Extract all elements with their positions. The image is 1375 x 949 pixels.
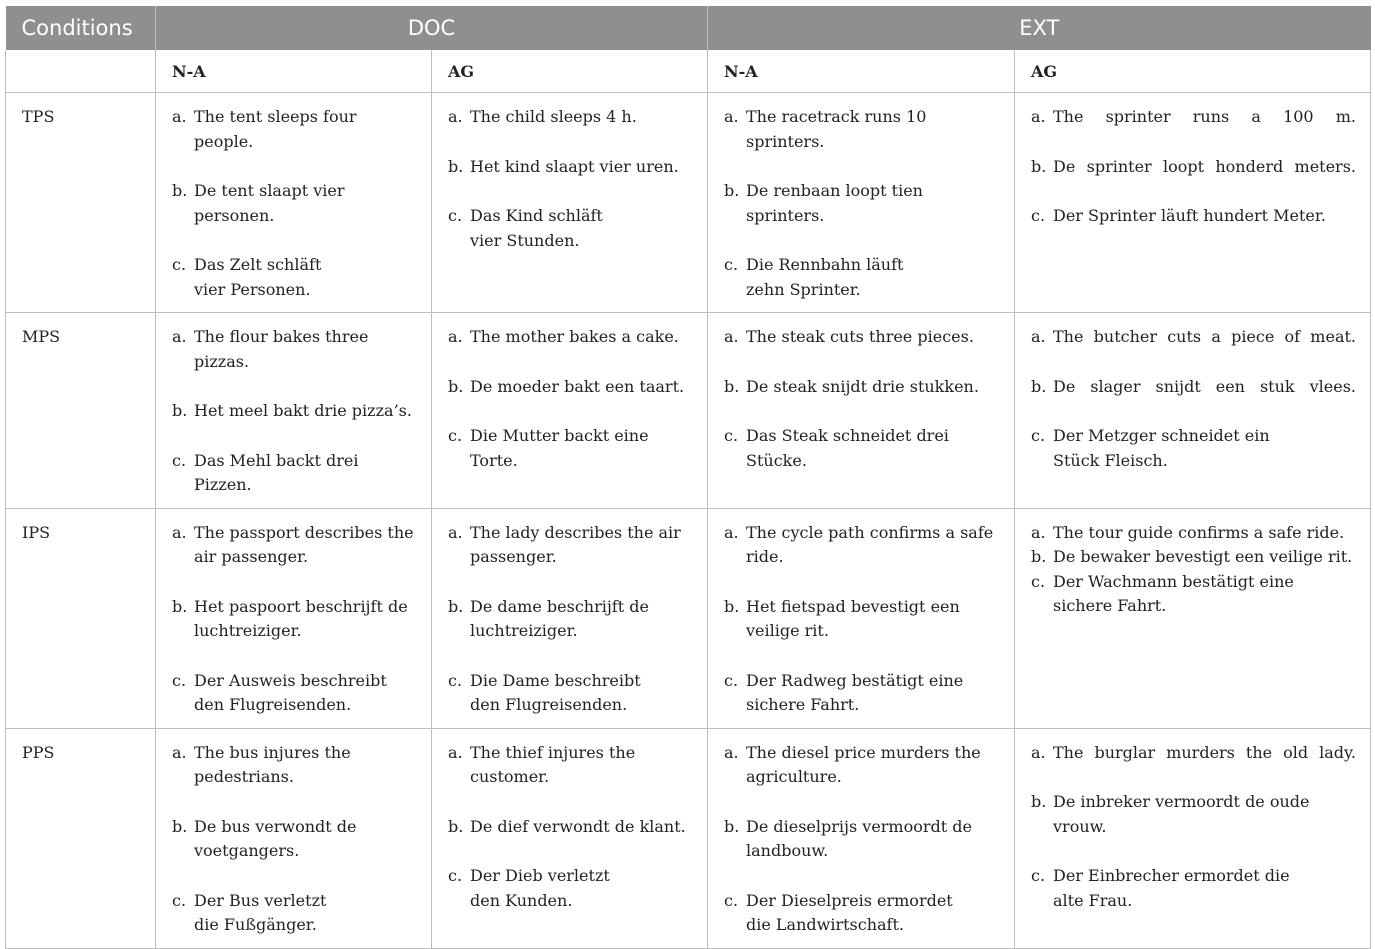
subheader-ext-ag: AG — [1015, 50, 1371, 93]
item-letter: b. — [1031, 792, 1047, 811]
table-row — [6, 313, 1371, 509]
list-item — [172, 741, 417, 790]
item-letter: c. — [172, 670, 187, 690]
condition-label: IPS — [6, 508, 156, 728]
sentence-text: Der Einbrecher ermordet die alte Frau. — [1053, 866, 1290, 910]
list-item — [172, 669, 417, 718]
sentence-text: Der Radweg bestätigt eine sichere Fahrt. — [746, 670, 964, 714]
item-letter: a. — [448, 742, 463, 762]
sentence-text: Der Ausweis beschreibt den Flugreisenden. — [194, 670, 387, 714]
item-letter: c. — [1031, 866, 1046, 885]
list-item — [448, 424, 693, 473]
sentence-cell — [156, 508, 432, 728]
sentence-text: The cycle path confirms a safe ride. — [746, 522, 994, 566]
item-letter: a. — [448, 327, 463, 346]
list-item — [1031, 790, 1356, 839]
subheader-empty — [6, 50, 156, 93]
item-letter: b. — [724, 596, 740, 616]
sentence-text: Der Sprinter läuft hundert Meter. — [1053, 206, 1326, 225]
list-item — [448, 325, 693, 350]
sentence-text: Die Dame beschreibt den Flugreisenden. — [470, 670, 641, 714]
item-letter: a. — [724, 107, 739, 126]
sentence-cell — [432, 728, 708, 948]
list-item — [448, 864, 693, 913]
sentence-text: Het meel bakt drie pizza’s. — [194, 401, 412, 420]
item-letter: c. — [448, 426, 463, 445]
list-item — [1031, 155, 1356, 180]
subheader-ext-na: N-A — [708, 50, 1015, 93]
sentence-cell — [432, 313, 708, 509]
sentence-cell — [156, 313, 432, 509]
item-letter: c. — [448, 866, 463, 885]
sentence-text: Der Dieselpreis ermordet die Landwirtschaft. — [746, 890, 953, 934]
item-letter: a. — [724, 742, 739, 762]
sentence-text: De dame beschrijft de luchtreiziger. — [470, 596, 649, 640]
item-letter: c. — [172, 890, 187, 910]
list-item — [172, 595, 417, 644]
list-item — [448, 521, 693, 570]
sentence-cell — [1015, 93, 1371, 313]
list-item — [724, 105, 1000, 154]
list-item — [724, 424, 1000, 473]
table-body — [6, 93, 1371, 949]
item-letter: b. — [448, 816, 464, 836]
sentence-text: Het kind slaapt vier uren. — [470, 156, 679, 176]
table-wrapper — [5, 6, 1371, 949]
list-item — [724, 889, 1000, 938]
list-item — [448, 375, 693, 400]
sentence-text: The racetrack runs 10 sprinters. — [746, 107, 927, 151]
sentence-text: The diesel price murders the agriculture. — [746, 742, 981, 786]
list-item — [448, 669, 693, 718]
sentence-text: The bus injures the pedestrians. — [194, 742, 351, 786]
sentence-text: The sprinter runs a 100 m. — [1053, 107, 1356, 126]
ext-header: EXT — [708, 6, 1371, 50]
list-item — [724, 669, 1000, 718]
conditions-table — [5, 6, 1371, 949]
item-letter: c. — [448, 206, 463, 225]
sentence-cell — [432, 93, 708, 313]
item-letter: b. — [172, 816, 188, 836]
list-item — [1031, 864, 1356, 913]
item-letter: c. — [172, 450, 187, 470]
list-item — [1031, 741, 1356, 766]
sentence-text: The child sleeps 4 h. — [470, 107, 637, 126]
list-item — [448, 815, 693, 840]
item-letter: a. — [448, 522, 463, 542]
list-item — [1031, 325, 1356, 350]
sentence-text: The mother bakes a cake. — [470, 327, 679, 346]
sentence-text: De dieselprijs vermoordt de landbouw. — [746, 816, 972, 860]
condition-label: MPS — [6, 313, 156, 509]
list-item — [724, 253, 1000, 302]
item-letter: a. — [724, 522, 739, 542]
list-item — [724, 595, 1000, 644]
list-item — [724, 521, 1000, 570]
list-item — [1031, 521, 1356, 546]
item-letter: a. — [172, 522, 187, 542]
list-item — [1031, 570, 1356, 619]
doc-header: DOC — [156, 6, 708, 50]
list-item — [172, 179, 417, 228]
sentence-text: Der Bus verletzt die Fußgänger. — [194, 890, 327, 934]
subheader-row — [6, 50, 1371, 93]
item-letter: c. — [448, 670, 463, 690]
item-letter: c. — [724, 255, 739, 274]
sentence-cell — [708, 728, 1015, 948]
sentence-cell — [1015, 508, 1371, 728]
item-letter: b. — [724, 181, 740, 200]
item-letter: c. — [724, 670, 739, 690]
table-row — [6, 728, 1371, 948]
list-item — [1031, 424, 1356, 473]
sentence-text: De bewaker bevestigt een veilige rit. — [1053, 547, 1353, 566]
sentence-text: De moeder bakt een taart. — [470, 376, 685, 396]
sentence-text: De sprinter loopt honderd meters. — [1053, 156, 1356, 176]
sentence-text: Die Rennbahn läuft zehn Sprinter. — [746, 255, 904, 299]
list-item — [172, 325, 417, 374]
sentence-text: De inbreker vermoordt de oude vrouw. — [1053, 792, 1310, 836]
sentence-text: The thief injures the customer. — [470, 742, 636, 786]
sentence-cell — [156, 93, 432, 313]
list-item — [448, 595, 693, 644]
list-item — [448, 204, 693, 253]
item-letter: c. — [1031, 426, 1046, 445]
item-letter: a. — [1031, 107, 1046, 126]
sentence-text: Der Dieb verletzt den Kunden. — [470, 866, 610, 910]
list-item — [1031, 105, 1356, 130]
sentence-cell — [1015, 728, 1371, 948]
sentence-text: Het fietspad bevestigt een veilige rit. — [746, 596, 960, 640]
list-item — [724, 815, 1000, 864]
sentence-text: De tent slaapt vier personen. — [194, 181, 345, 225]
item-letter: b. — [724, 376, 740, 396]
item-letter: c. — [1031, 206, 1046, 225]
item-letter: a. — [172, 327, 187, 346]
list-item — [172, 889, 417, 938]
list-item — [172, 521, 417, 570]
item-letter: c. — [172, 255, 187, 274]
sentence-cell — [708, 313, 1015, 509]
list-item — [448, 155, 693, 180]
item-letter: b. — [448, 596, 464, 616]
sentence-text: The butcher cuts a piece of meat. — [1053, 327, 1356, 346]
sentence-text: The passport describes the air passenger. — [194, 522, 414, 566]
sentence-text: The tent sleeps four people. — [194, 107, 357, 151]
sentence-text: De slager snijdt een stuk vlees. — [1053, 376, 1356, 396]
sentence-text: The flour bakes three pizzas. — [194, 327, 369, 371]
sentence-text: Das Steak schneidet drei Stücke. — [746, 426, 949, 470]
sentence-text: De renbaan loopt tien sprinters. — [746, 181, 923, 225]
list-item — [172, 253, 417, 302]
list-item — [1031, 204, 1356, 229]
item-letter: b. — [448, 156, 464, 176]
condition-label: TPS — [6, 93, 156, 313]
sentence-cell — [708, 93, 1015, 313]
sentence-text: Der Metzger schneidet ein Stück Fleisch. — [1053, 426, 1270, 470]
item-letter: b. — [172, 181, 188, 200]
subheader-doc-ag: AG — [432, 50, 708, 93]
list-item — [724, 375, 1000, 400]
item-letter: b. — [448, 376, 464, 396]
table-row — [6, 93, 1371, 313]
sentence-cell — [156, 728, 432, 948]
sentence-text: The lady describes the air passenger. — [470, 522, 681, 566]
item-letter: a. — [1031, 522, 1046, 542]
sentence-cell — [1015, 313, 1371, 509]
item-letter: b. — [724, 816, 740, 836]
list-item — [724, 179, 1000, 228]
sentence-text: De dief verwondt de klant. — [470, 816, 686, 836]
header-row — [6, 6, 1371, 50]
subheader-doc-na: N-A — [156, 50, 432, 93]
list-item — [724, 325, 1000, 350]
item-letter: c. — [724, 890, 739, 910]
sentence-text: De steak snijdt drie stukken. — [746, 376, 979, 396]
item-letter: b. — [172, 401, 188, 420]
item-letter: a. — [172, 742, 187, 762]
sentence-cell — [432, 508, 708, 728]
sentence-text: Der Wachmann bestätigt eine sichere Fahrt. — [1053, 571, 1294, 615]
sentence-text: Het paspoort beschrijft de luchtreiziger. — [194, 596, 408, 640]
item-letter: b. — [172, 596, 188, 616]
table-row — [6, 508, 1371, 728]
sentence-text: De bus verwondt de voetgangers. — [194, 816, 357, 860]
list-item — [448, 105, 693, 130]
list-item — [172, 399, 417, 424]
condition-label: PPS — [6, 728, 156, 948]
item-letter: b. — [1031, 376, 1047, 396]
sentence-text: The tour guide confirms a safe ride. — [1053, 522, 1345, 542]
list-item — [172, 449, 417, 498]
item-letter: c. — [724, 426, 739, 445]
list-item — [172, 815, 417, 864]
conditions-header: Conditions — [6, 6, 156, 50]
item-letter: a. — [1031, 742, 1046, 762]
sentence-text: Das Mehl backt drei Pizzen. — [194, 450, 359, 494]
item-letter: a. — [1031, 327, 1046, 346]
item-letter: a. — [172, 107, 187, 126]
item-letter: b. — [1031, 156, 1047, 176]
list-item — [1031, 375, 1356, 400]
sentence-text: Das Kind schläft vier Stunden. — [470, 206, 603, 250]
sentence-cell — [708, 508, 1015, 728]
item-letter: c. — [1031, 571, 1046, 591]
item-letter: b. — [1031, 547, 1047, 566]
list-item — [172, 105, 417, 154]
item-letter: a. — [724, 327, 739, 346]
sentence-text: The steak cuts three pieces. — [746, 327, 974, 346]
list-item — [1031, 545, 1356, 570]
sentence-text: The burglar murders the old lady. — [1053, 742, 1356, 762]
item-letter: a. — [448, 107, 463, 126]
sentence-text: Die Mutter backt eine Torte. — [470, 426, 649, 470]
list-item — [724, 741, 1000, 790]
list-item — [448, 741, 693, 790]
sentence-text: Das Zelt schläft vier Personen. — [194, 255, 322, 299]
